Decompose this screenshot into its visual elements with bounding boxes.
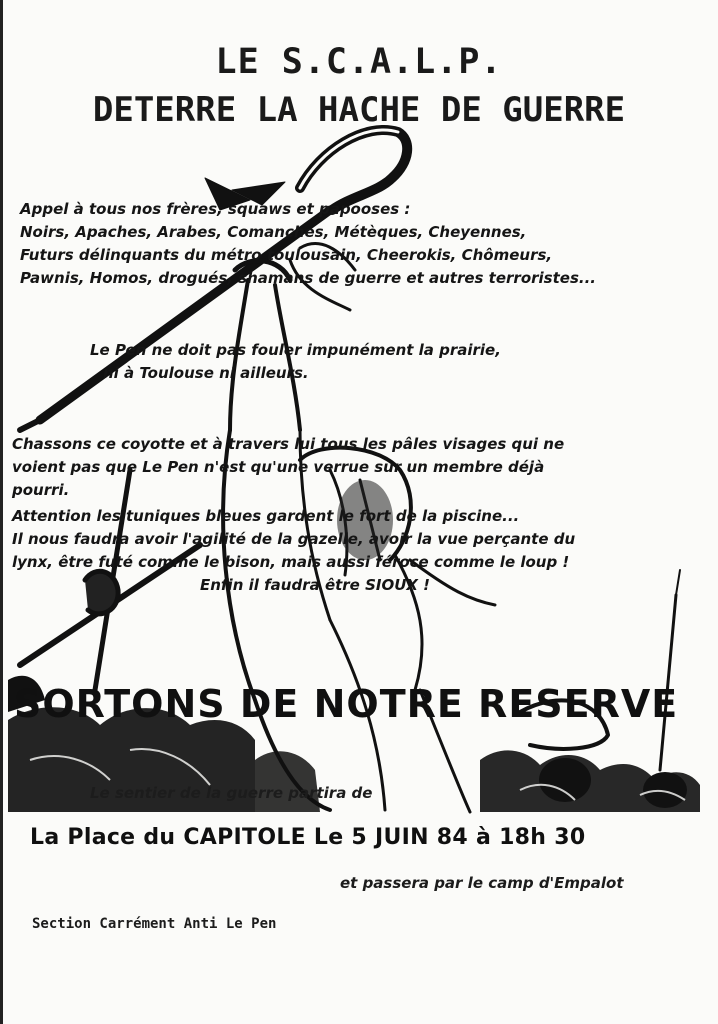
lepen-line: ni à Toulouse ni ailleurs. [103, 364, 309, 382]
title-line-1: LE S.C.A.L.P. [215, 42, 503, 82]
hunt-line: Chassons ce coyotte et à travers lui tous les pâles visages qui ne [12, 435, 565, 453]
signature: Section Carrément Anti Le Pen [32, 916, 277, 932]
hunt-line: voient pas que Le Pen n'est qu'une verrue sur un membre déjà [12, 458, 545, 476]
hunt-line: lynx, être futé comme le bison, mais aussi féroce comme le loup ! [12, 553, 570, 571]
appeal-line: Appel à tous nos frères, squaws et papooses : [20, 200, 411, 218]
hunt-line: Enfin il faudra être SIOUX ! [200, 576, 431, 594]
hunt-line: pourri. [12, 481, 70, 499]
route-via-line: et passera par le camp d'Empalot [340, 874, 624, 892]
route-start-line: Le sentier de la guerre partira de [90, 784, 373, 802]
title-line-2: DETERRE LA HACHE DE GUERRE [92, 90, 626, 130]
appeal-line: Pawnis, Homos, drogués, shamans de guerre et autres terroristes... [20, 269, 596, 287]
hunt-line: Il nous faudra avoir l'agilité de la gazelle, avoir la vue perçante du [12, 530, 576, 548]
appeal-line: Futurs délinquants du métro toulousain, Cheerokis, Chômeurs, [20, 246, 553, 264]
event-place-date: La Place du CAPITOLE Le 5 JUIN 84 à 18h 30 [30, 825, 586, 850]
slogan-banner: SORTONS DE NOTRE RESERVE [14, 682, 679, 726]
hunt-line: Attention les tuniques bleues gardent le fort de la piscine... [12, 507, 520, 525]
appeal-line: Noirs, Apaches, Arabes, Comanches, Métèques, Cheyennes, [20, 223, 527, 241]
lepen-line: Le Pen ne doit pas fouler impunément la prairie, [90, 341, 501, 359]
